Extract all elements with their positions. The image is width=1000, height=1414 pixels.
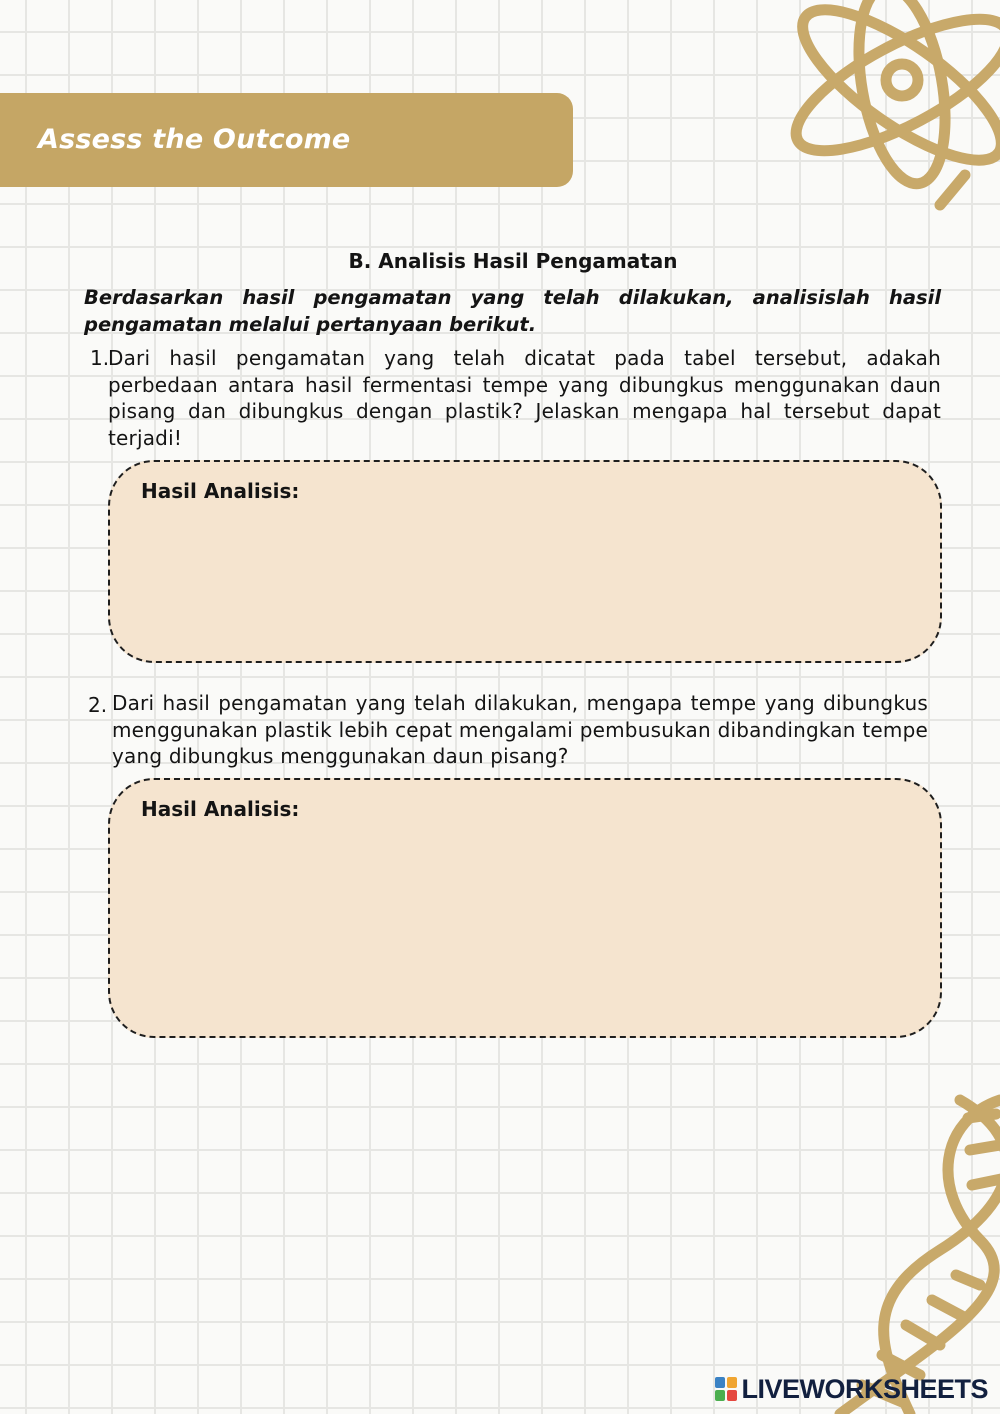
brand-watermark xyxy=(715,1374,988,1404)
dna-icon xyxy=(820,1080,1000,1414)
page-title: Assess the Outcome xyxy=(38,124,351,155)
question-2-text: Dari hasil pengamatan yang telah dilakukan, mengapa tempe yang dibungkus menggunakan plastik lebih cepat mengalami pembusukan dibandingkan tempe yang dibungkus menggunakan daun pisang? xyxy=(112,691,928,768)
answer-box-1 xyxy=(108,460,942,663)
answer-label-1: Hasil Analisis: xyxy=(141,479,300,503)
atom-icon xyxy=(760,0,1000,225)
brand-text: LIVEWORKSHEETS xyxy=(741,1373,988,1404)
answer-label-2: Hasil Analisis: xyxy=(141,797,300,821)
answer-input-2[interactable] xyxy=(140,834,910,1014)
question-1-text: Dari hasil pengamatan yang telah dicatat pada tabel tersebut, adakah perbedaan antara hasil fermentasi tempe yang dibungkus menggunakan daun pisang dan dibungkus dengan plastik? Jelaskan mengapa hal tersebut dapat terjadi! xyxy=(108,346,941,450)
question-1-number: 1. xyxy=(90,346,110,370)
section-title: B. Analisis Hasil Pengamatan xyxy=(348,249,678,273)
header-banner xyxy=(0,93,573,187)
liveworksheets-logo-icon xyxy=(715,1377,737,1401)
answer-input-1[interactable] xyxy=(140,516,910,639)
question-2-number: 2. xyxy=(88,693,108,717)
instruction-text: Berdasarkan hasil pengamatan yang telah dilakukan, analisislah hasil pengamatan melalui pertanyaan berikut. xyxy=(84,286,941,336)
answer-box-2 xyxy=(108,778,942,1038)
